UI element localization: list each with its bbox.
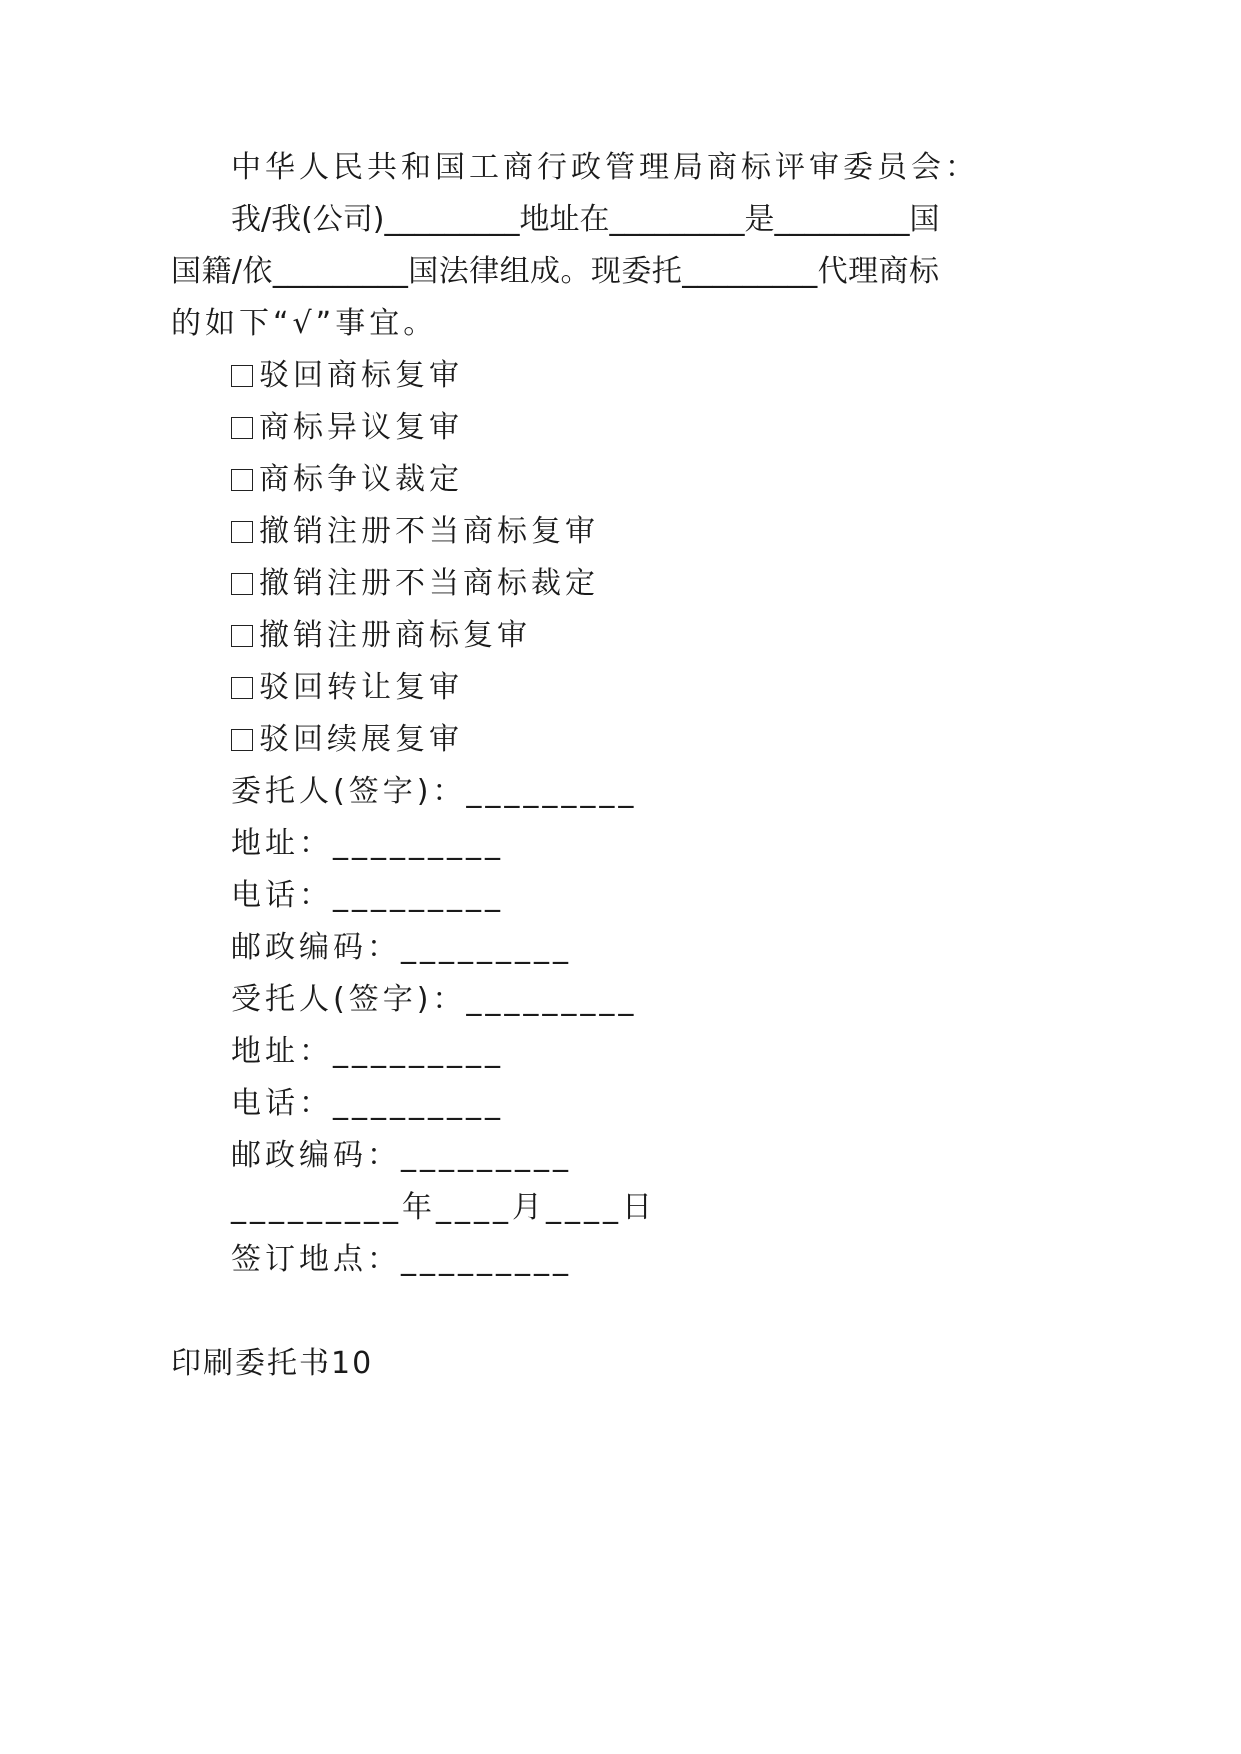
option-label: 撤销注册不当商标裁定 — [259, 566, 599, 601]
option-item — [231, 356, 463, 396]
agent-address-field: 地址：_________ — [231, 1034, 504, 1069]
intro-line-1: 我/我(公司)_________地址在_________是_________国 — [231, 202, 940, 237]
intro-line-2: 国籍/依_________国法律组成。现委托_________代理商标 — [171, 254, 939, 289]
date-field: _________年____月____日 — [231, 1190, 656, 1225]
option-item — [231, 616, 531, 656]
checkbox-icon[interactable] — [231, 469, 253, 491]
checkbox-icon[interactable] — [231, 521, 253, 543]
checkbox-icon[interactable] — [231, 573, 253, 595]
principal-postcode-field: 邮政编码：_________ — [231, 930, 572, 965]
option-label: 撤销注册不当商标复审 — [259, 514, 599, 549]
option-item — [231, 460, 463, 500]
signing-place-field: 签订地点：_________ — [231, 1242, 572, 1277]
option-label: 驳回商标复审 — [259, 358, 463, 393]
option-item — [231, 564, 599, 604]
option-item — [231, 408, 463, 448]
principal-phone-field: 电话：_________ — [231, 878, 504, 913]
intro-line-3: 的如下“√”事宜。 — [171, 306, 438, 341]
option-item — [231, 668, 463, 708]
checkbox-icon[interactable] — [231, 417, 253, 439]
checkbox-icon[interactable] — [231, 365, 253, 387]
option-item — [231, 720, 463, 760]
agent-phone-field: 电话：_________ — [231, 1086, 504, 1121]
option-label: 撤销注册商标复审 — [259, 618, 531, 653]
agent-postcode-field: 邮政编码：_________ — [231, 1138, 572, 1173]
section-heading: 印刷委托书10 — [171, 1346, 374, 1381]
option-label: 驳回续展复审 — [259, 722, 463, 757]
option-label: 商标争议裁定 — [259, 462, 463, 497]
salutation: 中华人民共和国工商行政管理局商标评审委员会： — [231, 150, 979, 185]
principal-address-field: 地址：_________ — [231, 826, 504, 861]
checkbox-icon[interactable] — [231, 625, 253, 647]
principal-signature-field: 委托人(签字)：_________ — [231, 774, 638, 809]
checkbox-icon[interactable] — [231, 677, 253, 699]
checkbox-icon[interactable] — [231, 729, 253, 751]
option-item — [231, 512, 599, 552]
option-label: 驳回转让复审 — [259, 670, 463, 705]
option-label: 商标异议复审 — [259, 410, 463, 445]
agent-signature-field: 受托人(签字)：_________ — [231, 982, 638, 1017]
